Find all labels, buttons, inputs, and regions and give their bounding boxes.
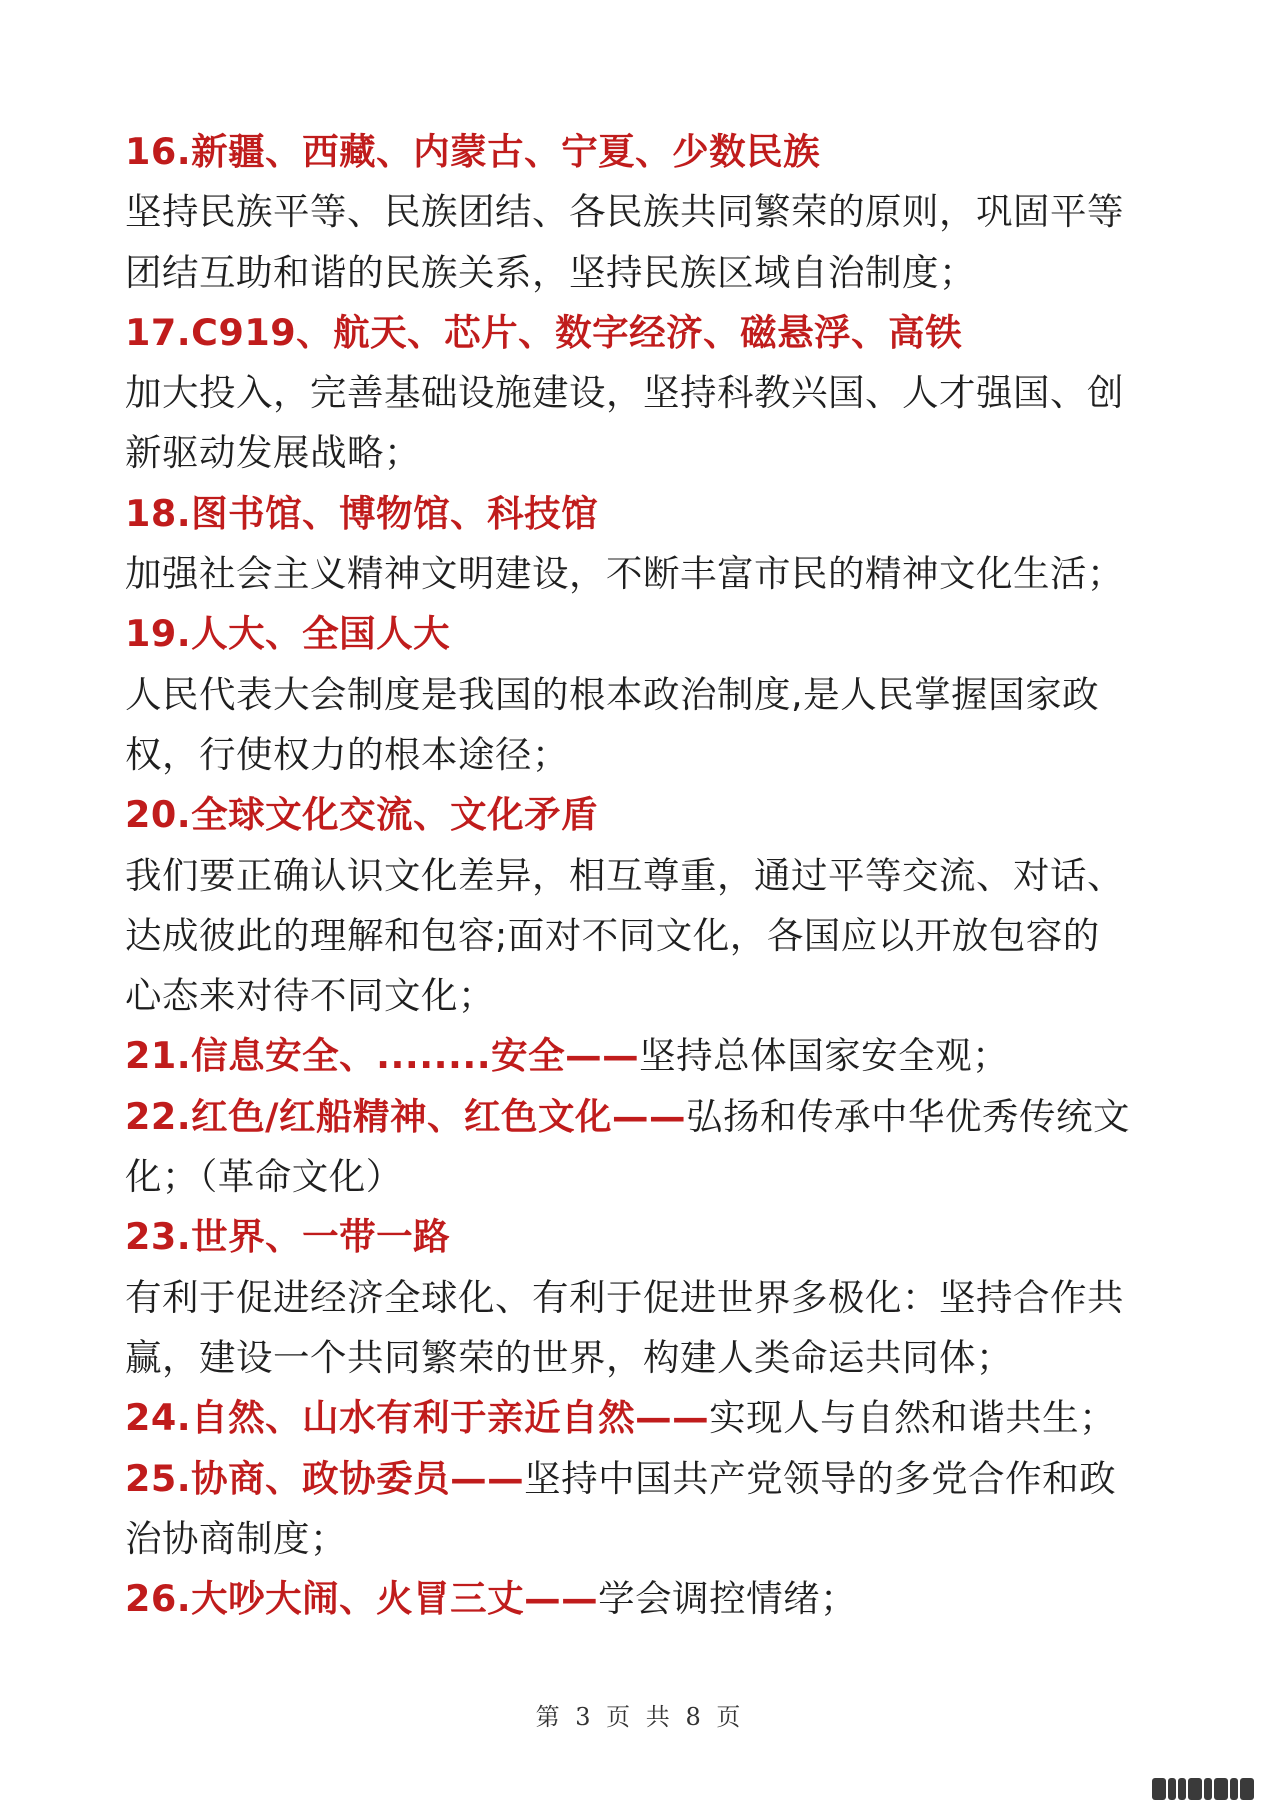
item-body-line: 加强社会主义精神文明建设，不断丰富市民的精神文化生活； <box>125 552 1124 596</box>
item-body-line: 赢，建设一个共同繁荣的世界，构建人类命运共同体； <box>125 1335 1013 1379</box>
item-heading: 16.新疆、西藏、内蒙古、宁夏、少数民族 <box>125 130 821 173</box>
item-body-line: 团结互助和谐的民族关系，坚持民族区域自治制度； <box>125 250 976 294</box>
item-body-line: 有利于促进经济全球化、有利于促进世界多极化：坚持合作共 <box>125 1275 1124 1319</box>
item-heading: 20.全球文化交流、文化矛盾 <box>125 793 599 837</box>
item-line-21 <box>125 1026 1175 1086</box>
item-heading: 23.世界、一带一路 <box>125 1215 451 1259</box>
item-body-line: 新驱动发展战略； <box>125 431 421 475</box>
watermark-logo <box>1152 1778 1254 1800</box>
item-inline-text: 坚持中国共产党领导的多党合作和政 <box>524 1456 1117 1500</box>
item-body-line: 权，行使权力的根本途径； <box>125 732 569 776</box>
item-body-line: 化；（革命文化） <box>125 1155 403 1199</box>
item-heading: 22.红色/红船精神、红色文化—— <box>125 1094 686 1138</box>
item-inline-text: 坚持总体国家安全观； <box>639 1034 1010 1078</box>
item-body-line: 我们要正确认识文化差异，相互尊重，通过平等交流、对话、 <box>125 853 1124 897</box>
item-body-line: 坚持民族平等、民族团结、各民族共同繁荣的原则，巩固平等 <box>125 190 1124 234</box>
item-line-24 <box>125 1388 1175 1448</box>
item-heading: 26.大吵大闹、火冒三丈—— <box>125 1577 599 1621</box>
item-heading: 17.C919、航天、芯片、数字经济、磁悬浮、高铁 <box>125 310 963 354</box>
item-heading: 24.自然、山水有利于亲近自然—— <box>125 1396 710 1440</box>
item-inline-text: 学会调控情绪； <box>598 1577 858 1621</box>
item-body-line: 达成彼此的理解和包容;面对不同文化，各国应以开放包容的 <box>125 913 1100 957</box>
item-line-26 <box>125 1569 1175 1629</box>
item-inline-text: 实现人与自然和谐共生； <box>709 1396 1117 1440</box>
item-heading: 18.图书馆、博物馆、科技馆 <box>125 491 599 535</box>
item-body-line: 加大投入，完善基础设施建设，坚持科教兴国、人才强国、创 <box>125 371 1124 415</box>
item-heading: 21.信息安全、........安全—— <box>125 1034 640 1078</box>
item-heading: 19.人大、全国人大 <box>125 612 451 656</box>
item-body-line: 心态来对待不同文化； <box>125 974 495 1018</box>
page-content <box>125 122 1175 1629</box>
item-body-line: 治协商制度； <box>125 1516 347 1560</box>
item-line-25 <box>125 1449 1175 1509</box>
item-inline-text: 弘扬和传承中华优秀传统文 <box>686 1094 1130 1138</box>
item-heading: 25.协商、政协委员—— <box>125 1456 525 1500</box>
item-line-22 <box>125 1087 1175 1147</box>
page-number-footer: 第 3 页 共 8 页 <box>535 1703 745 1731</box>
item-body-line: 人民代表大会制度是我国的根本政治制度,是人民掌握国家政 <box>125 672 1100 716</box>
